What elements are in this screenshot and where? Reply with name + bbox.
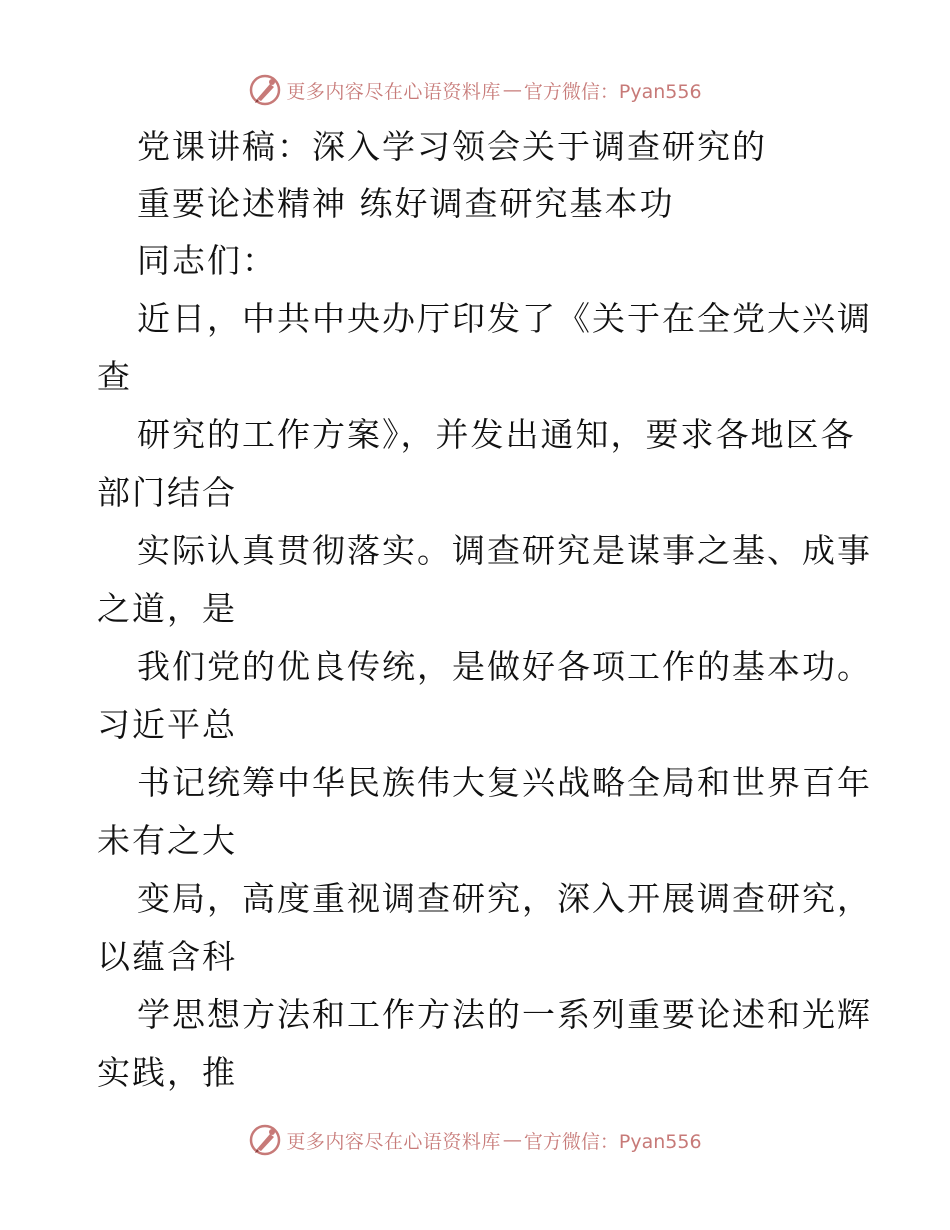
banner-wechat: 官方微信：Pyan556 [523, 80, 702, 103]
body-text-line: 部门结合 [97, 473, 237, 512]
body-text-line: 之道，是 [97, 589, 237, 628]
body-text-line: 变局，高度重视调查研究，深入开展调查研究， [137, 879, 872, 918]
body-text-line: 查 [97, 357, 132, 396]
banner-text: 更多内容尽在心语资料库 [286, 1130, 501, 1153]
pen-circle-logo-icon [248, 73, 282, 107]
banner-wechat: 官方微信：Pyan556 [523, 1130, 702, 1153]
banner-text: 更多内容尽在心语资料库 [286, 80, 501, 103]
pen-circle-logo-icon [248, 1123, 282, 1157]
body-text-line: 习近平总 [97, 705, 237, 744]
paragraph [97, 290, 872, 1102]
body-text-line: 研究的工作方案》，并发出通知，要求各地区各 [137, 415, 856, 454]
body-text-line: 学思想方法和工作方法的一系列重要论述和光辉 [137, 995, 872, 1034]
banner-dash: — [502, 79, 522, 101]
body-text-line: 以蕴含科 [97, 937, 237, 976]
banner-dash: — [502, 1129, 522, 1151]
body-text-line: 实际认真贯彻落实。调查研究是谋事之基、成事 [137, 531, 872, 570]
document-title-line-2: 重要论述精神 练好调查研究基本功 [137, 184, 675, 223]
salutation: 同志们： [137, 241, 277, 280]
document-body [97, 118, 872, 1102]
body-text-line: 书记统筹中华民族伟大复兴战略全局和世界百年 [137, 763, 872, 802]
body-text-line: 实践，推 [97, 1053, 237, 1092]
body-text-line: 近日，中共中央办厅印发了《关于在全党大兴调 [137, 299, 872, 338]
footer-watermark-banner [0, 1120, 950, 1160]
document-title-line-1: 党课讲稿：深入学习领会关于调查研究的 [137, 127, 767, 166]
body-text-line: 我们党的优良传统，是做好各项工作的基本功。 [137, 647, 872, 686]
header-watermark-banner [0, 70, 950, 110]
body-text-line: 未有之大 [97, 821, 237, 860]
